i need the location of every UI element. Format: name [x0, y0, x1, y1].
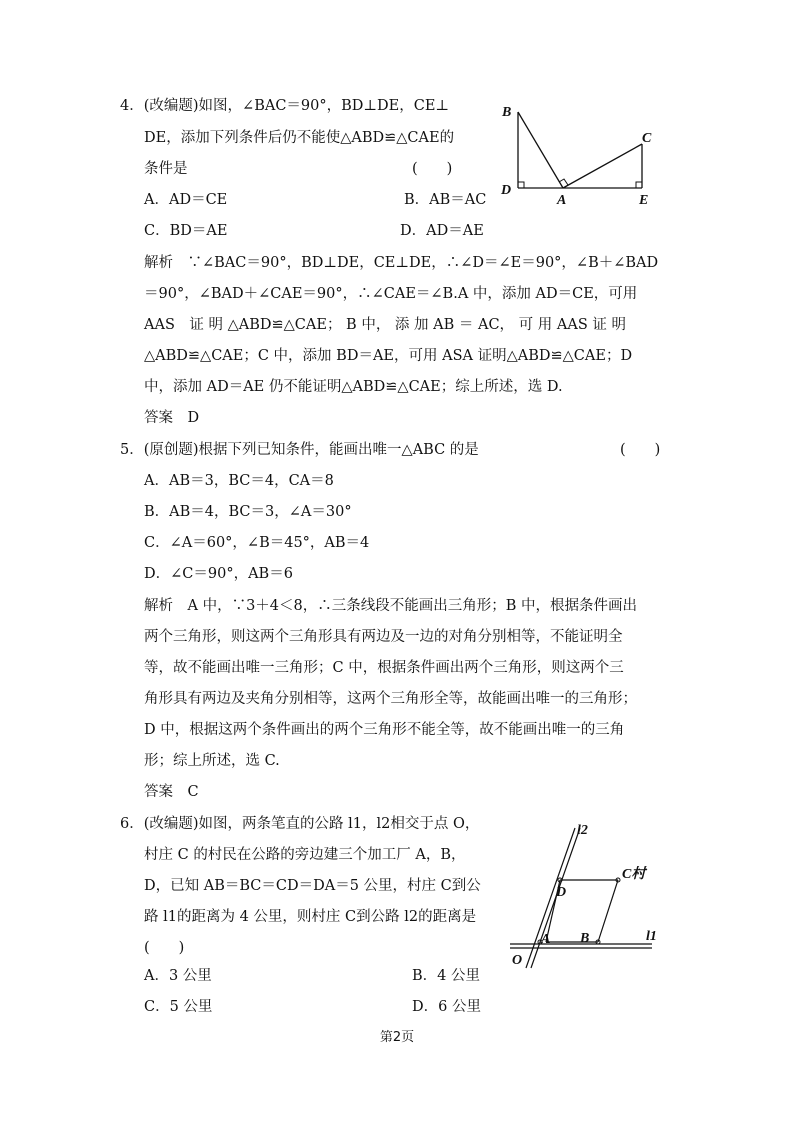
q6-stem-line4: 路 l1的距离为 4 公里，则村庄 C到公路 l2的距离是	[144, 909, 477, 925]
q5-stem: 5．(原创题)根据下列已知条件，能画出唯一△ABC 的是	[120, 442, 479, 458]
q6-option-b: B．4 公里	[412, 968, 480, 984]
q6-stem-line1: 6．(改编题)如图，两条笔直的公路 l1，l2相交于点 O，	[120, 816, 480, 832]
q6-stem-line3: D，已知 AB＝BC＝CD＝DA＝5 公里，村庄 C到公	[144, 878, 481, 894]
q4-explanation-line1: 解析 ∵∠BAC＝90°，BD⊥DE，CE⊥DE，∴∠D＝∠E＝90°，∠B＋∠BAD	[144, 255, 659, 271]
label-c-village: C村	[622, 867, 646, 882]
right-angle-e	[636, 182, 642, 188]
q5-option-d: D．∠C＝90°，AB＝6	[144, 566, 293, 582]
q5-answer-bracket: ( )	[620, 442, 661, 458]
q4-figure	[496, 98, 666, 210]
q5-explanation-line2: 两个三角形，则这两个三角形具有两边及一边的对角分别相等，不能证明全	[144, 629, 623, 645]
label-a: A	[557, 193, 567, 208]
q4-explanation-line3: AAS 证 明 △ABD≌△CAE； B 中， 添 加 AB ＝ AC， 可 用 AAS 证 明	[144, 317, 626, 333]
q4-stem-line1: 4．(改编题)如图，∠BAC＝90°，BD⊥DE，CE⊥	[120, 98, 450, 114]
label-l2: l2	[577, 823, 588, 838]
label-a: A	[541, 932, 551, 947]
label-o: O	[512, 953, 523, 968]
q6-option-a: A．3 公里	[144, 968, 212, 984]
q6-answer-bracket: ( )	[144, 940, 185, 956]
q4-answer-bracket: ( )	[412, 161, 453, 177]
q5-answer: 答案 C	[144, 784, 199, 800]
segment-ac	[563, 144, 642, 188]
label-d: D	[556, 885, 567, 900]
right-angle-d	[518, 182, 524, 188]
q4-answer: 答案 D	[144, 410, 200, 426]
q5-explanation-line4: 角形具有两边及夹角分别相等，这两个三角形全等，故能画出唯一的三角形；	[144, 691, 637, 707]
q4-stem-line2: DE，添加下列条件后仍不能使△ABD≌△CAE的	[144, 130, 455, 146]
q6-option-c: C．5 公里	[144, 999, 213, 1015]
q4-explanation-line4: △ABD≌△CAE；C 中，添加 BD＝AE，可用 ASA 证明△ABD≌△CAE；D	[144, 348, 633, 364]
label-b: B	[580, 931, 590, 946]
q5-explanation-line3: 等，故不能画出唯一三角形；C 中，根据条件画出两个三角形，则这两个三	[144, 660, 624, 676]
label-d: D	[501, 183, 512, 198]
q6-option-d: D．6 公里	[412, 999, 481, 1015]
q5-explanation-line1: 解析 A 中，∵3＋4＜8，∴三条线段不能画出三角形；B 中，根据条件画出	[144, 598, 638, 614]
q5-option-b: B．AB＝4，BC＝3，∠A＝30°	[144, 504, 352, 520]
q5-option-a: A．AB＝3，BC＝4，CA＝8	[144, 473, 334, 489]
q5-explanation-line5: D 中，根据这两个条件画出的两个三角形不能全等，故不能画出唯一的三角	[144, 722, 625, 738]
q4-explanation-line2: ＝90°，∠BAD＋∠CAE＝90°，∴∠CAE＝∠B.A 中，添加 AD＝CE，可用	[144, 286, 638, 302]
q4-option-d: D．AD＝AE	[400, 223, 484, 239]
label-l1: l1	[646, 929, 657, 944]
q6-stem-line2: 村庄 C 的村民在公路的旁边建三个加工厂 A，B，	[144, 847, 466, 863]
segment-bc	[598, 880, 618, 942]
q4-option-a: A．AD＝CE	[144, 192, 228, 208]
q4-option-c: C．BD＝AE	[144, 223, 228, 239]
q4-explanation-line5: 中，添加 AD＝AE 仍不能证明△ABD≌△CAE；综上所述，选 D.	[144, 379, 563, 395]
label-e: E	[639, 193, 649, 208]
road-l2-edge-left	[526, 828, 575, 968]
q6-figure	[500, 818, 670, 974]
q4-stem-line3: 条件是	[144, 161, 188, 177]
q5-explanation-line6: 形；综上所述，选 C.	[144, 753, 280, 769]
q4-option-b: B．AB＝AC	[404, 192, 487, 208]
q5-option-c: C．∠A＝60°，∠B＝45°，AB＝4	[144, 535, 370, 551]
page-number: 第2页	[379, 1030, 415, 1045]
segment-ab	[518, 112, 563, 188]
label-b: B	[502, 105, 512, 120]
label-c: C	[642, 131, 652, 146]
